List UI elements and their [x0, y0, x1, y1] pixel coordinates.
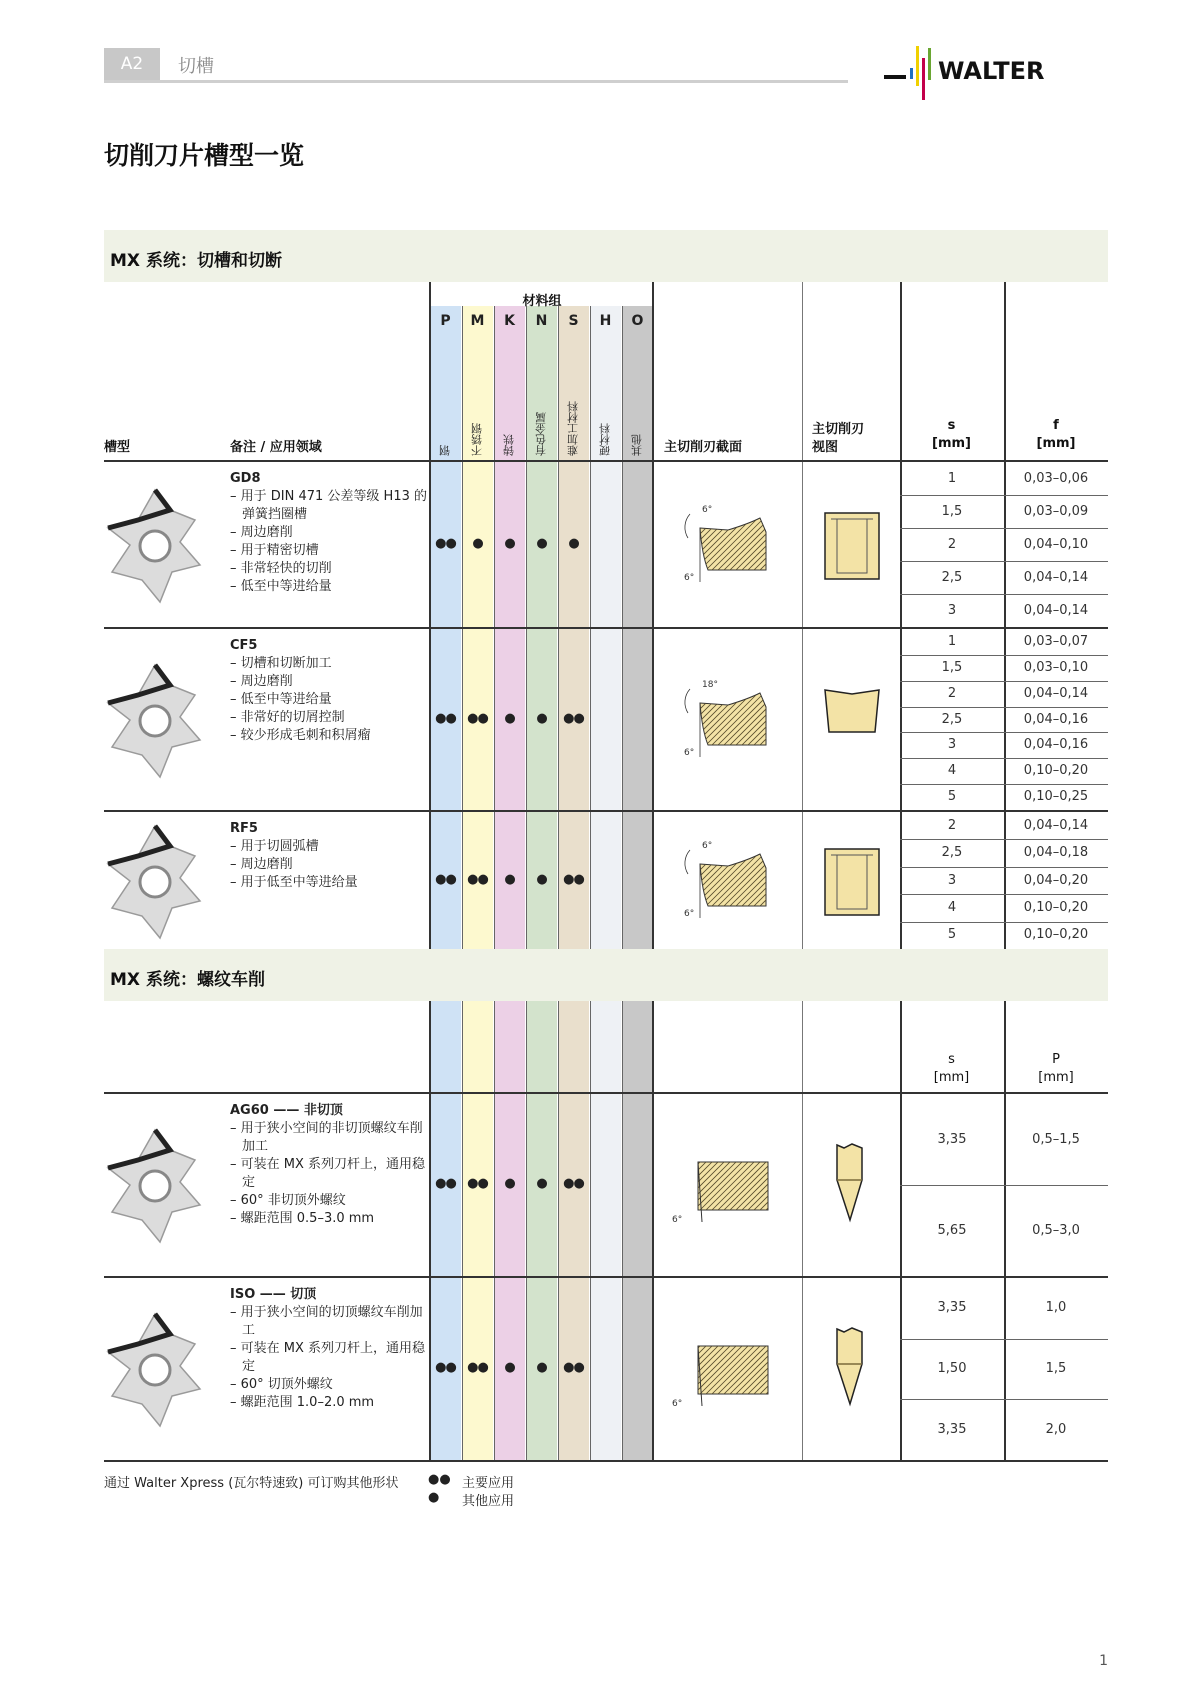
cell-s: 2,5 [941, 845, 963, 861]
cell-f: 0,03–0,06 [1023, 470, 1089, 486]
note-item: – 螺距范围 1.0–2.0 mm [230, 1395, 375, 1410]
cell-s: 3 [947, 872, 957, 888]
application-dots: ●● [563, 1176, 584, 1191]
cell-f: 0,04–0,14 [1023, 569, 1089, 585]
geometry-code: CF5 [230, 638, 258, 653]
cell-s: 2,5 [941, 569, 963, 585]
cutting-edge-view-icon [817, 841, 887, 921]
cell-s: 4 [947, 899, 957, 915]
cutting-edge-view-icon [822, 1140, 882, 1230]
cell-s: 2 [947, 817, 957, 833]
material-column-p [430, 1001, 461, 1461]
cutting-edge-view [817, 505, 887, 589]
cell-f: 0,04–0,20 [1023, 872, 1089, 888]
insert-image [100, 1120, 210, 1254]
cell-pitch: 2,0 [1045, 1421, 1067, 1437]
svg-text:6°: 6° [672, 1215, 683, 1225]
header-section-view: 主切削刃截面 [664, 440, 743, 455]
application-dots: ● [536, 535, 547, 551]
application-dots: ●● [467, 1176, 488, 1191]
svg-text:6°: 6° [672, 1399, 683, 1409]
cell-f: 0,04–0,16 [1023, 711, 1089, 727]
cell-f: 0,03–0,07 [1023, 633, 1089, 649]
cutting-edge-section [668, 1140, 778, 1234]
cell-s: 3,35 [937, 1300, 967, 1316]
header-edge-view-1: 主切削刃 [812, 422, 865, 437]
cell-f: 0,10–0,20 [1023, 899, 1089, 915]
section-title-grooving: MX 系统：切槽和切断 [110, 251, 282, 271]
cutting-edge-section-icon [668, 1140, 778, 1230]
application-dots: ● [536, 1360, 547, 1375]
svg-text:6°: 6° [684, 908, 695, 919]
material-letter-s: S [568, 313, 579, 329]
cell-s: 2 [947, 536, 957, 552]
cell-f: 0,03–0,09 [1023, 503, 1089, 519]
cutting-edge-section [668, 675, 778, 769]
section-band-grooving [104, 230, 1108, 282]
application-dots: ● [504, 535, 515, 551]
note-item: – 切槽和切断加工 [230, 656, 332, 671]
header-s-thread-unit: [mm] [933, 1070, 970, 1085]
svg-text:6°: 6° [684, 747, 695, 758]
section-tag: A2 [104, 48, 160, 80]
cutting-edge-section [668, 1324, 778, 1418]
note-item: – 用于 DIN 471 公差等级 H13 的弹簧挡圈槽 [230, 489, 427, 522]
application-dots: ●● [563, 1360, 584, 1375]
cell-pitch: 1,5 [1045, 1361, 1067, 1376]
application-dots: ●● [563, 871, 584, 887]
walter-logo-icon [880, 44, 1110, 104]
material-group-label: 材料组 [522, 294, 562, 309]
legend-symbol-secondary: ● [428, 1490, 440, 1505]
cutting-edge-view-icon [817, 680, 887, 740]
application-dots: ● [504, 1176, 515, 1191]
legend-label-primary: 主要应用 [462, 1476, 515, 1491]
page-number: 1 [1099, 1653, 1108, 1669]
svg-text:6°: 6° [684, 572, 695, 583]
svg-text:6°: 6° [702, 504, 713, 515]
svg-text:6°: 6° [702, 840, 713, 851]
cell-f: 0,04–0,14 [1023, 602, 1089, 618]
note-item: – 可装在 MX 系列刀杆上，通用稳定 [230, 1157, 426, 1190]
note-item: – 可装在 MX 系列刀杆上，通用稳定 [230, 1341, 426, 1374]
material-column-s [558, 1001, 589, 1461]
legend-symbol-primary: ●● [428, 1472, 451, 1487]
material-letter-n: N [535, 313, 548, 329]
insert-image [100, 1304, 210, 1438]
cell-s: 5 [947, 789, 957, 805]
cell-s: 5,65 [937, 1222, 967, 1238]
note-item: – 螺距范围 0.5–3.0 mm [230, 1211, 375, 1226]
note-item: – 用于狭小空间的切顶螺纹车削加工 [230, 1305, 423, 1338]
cell-s: 1 [947, 633, 957, 649]
note-item: – 低至中等进给量 [230, 579, 332, 594]
material-name-o: 其他 [630, 434, 644, 456]
cell-s: 2 [947, 685, 957, 701]
cutting-edge-section-icon [668, 500, 778, 590]
cutting-edge-view-icon [822, 1324, 882, 1414]
insert-image-icon [100, 1304, 210, 1434]
cell-s: 1,5 [941, 503, 963, 519]
material-letter-h: H [599, 313, 612, 329]
note-item: – 非常好的切屑控制 [230, 710, 345, 725]
application-dots: ●● [435, 1176, 456, 1191]
cell-f: 0,04–0,18 [1023, 845, 1089, 861]
page-title: 切削刀片槽型一览 [104, 141, 305, 170]
cell-s: 2,5 [941, 711, 963, 727]
note-item: – 低至中等进给量 [230, 692, 332, 707]
section-title-threading: MX 系统：螺纹车削 [110, 970, 265, 990]
application-dots: ●● [467, 871, 488, 887]
legend-label-secondary: 其他应用 [462, 1494, 515, 1509]
application-dots: ● [504, 710, 515, 726]
cell-pitch: 0,5–3,0 [1032, 1222, 1080, 1238]
cell-s: 4 [947, 763, 957, 779]
note-item: – 60° 切顶外螺纹 [230, 1377, 333, 1392]
material-column-k [494, 1001, 525, 1461]
header-pitch-unit: [mm] [1038, 1070, 1074, 1085]
cell-s: 3,35 [937, 1131, 967, 1147]
svg-text:18°: 18° [702, 679, 718, 690]
note-item: – 周边磨削 [230, 857, 293, 872]
cutting-edge-section-icon [668, 1324, 778, 1414]
material-column-n [526, 1001, 557, 1461]
header-edge-view-2: 视图 [812, 440, 839, 455]
insert-image [100, 480, 210, 614]
geometry-code: GD8 [230, 471, 261, 486]
material-name-m: 不锈钢 [470, 423, 484, 456]
material-column-h [590, 1001, 621, 1461]
application-dots: ●● [467, 710, 488, 726]
application-dots: ● [472, 535, 483, 551]
insert-image [100, 816, 210, 950]
material-name-h: 硬材料 [598, 423, 612, 456]
cell-s: 1 [947, 470, 957, 486]
material-name-s: 难加工材料 [566, 401, 580, 456]
material-column-o [622, 1001, 653, 1461]
material-letter-o: O [631, 313, 644, 329]
material-letter-m: M [470, 313, 485, 329]
application-dots: ● [536, 1176, 547, 1191]
cell-f: 0,04–0,14 [1023, 817, 1089, 833]
application-dots: ●● [435, 710, 456, 726]
cell-f: 0,10–0,20 [1023, 763, 1089, 779]
header-divider [104, 80, 848, 83]
geometry-code: AG60 —— 非切顶 [230, 1103, 343, 1118]
note-item: – 周边磨削 [230, 674, 293, 689]
header-geometry: 槽型 [104, 440, 131, 455]
footer-note: 通过 Walter Xpress (瓦尔特速致) 可订购其他形状 [104, 1476, 399, 1491]
application-dots: ● [504, 871, 515, 887]
note-item: – 非常轻快的切削 [230, 561, 332, 576]
application-dots: ● [504, 1360, 515, 1375]
cell-s: 3,35 [937, 1421, 967, 1437]
geometry-code: ISO —— 切顶 [230, 1287, 317, 1302]
note-item: – 周边磨削 [230, 525, 293, 540]
section-title: 切槽 [178, 56, 214, 77]
header-s: s [947, 418, 956, 433]
cutting-edge-view-icon [817, 505, 887, 585]
header-s-thread: s [948, 1052, 955, 1067]
note-item: – 60° 非切顶外螺纹 [230, 1193, 346, 1208]
application-dots: ●● [435, 535, 456, 551]
application-dots: ●● [563, 710, 584, 726]
insert-image-icon [100, 816, 210, 946]
section-band-threading [104, 949, 1108, 1001]
cell-s: 5 [947, 927, 957, 943]
cutting-edge-view [822, 1140, 882, 1234]
material-column-m [462, 1001, 493, 1461]
header-notes: 备注 / 应用领域 [230, 440, 322, 455]
cutting-edge-section-icon [668, 836, 778, 926]
cell-f: 0,03–0,10 [1023, 659, 1089, 675]
insert-image-icon [100, 655, 210, 785]
cutting-edge-view [822, 1324, 882, 1418]
header-s-unit: [mm] [932, 436, 971, 451]
cutting-edge-section-icon [668, 675, 778, 765]
material-letter-p: P [440, 313, 451, 329]
cell-s: 1,5 [941, 659, 963, 675]
note-item: – 用于精密切槽 [230, 543, 319, 558]
cutting-edge-view [817, 841, 887, 925]
cell-f: 0,04–0,16 [1023, 737, 1089, 753]
insert-image-icon [100, 480, 210, 610]
cell-f: 0,04–0,10 [1023, 536, 1089, 552]
cutting-edge-section [668, 836, 778, 930]
material-name-p: 钢 [438, 445, 452, 456]
svg-text:WALTER: WALTER [938, 57, 1045, 85]
cell-f: 0,10–0,25 [1023, 789, 1089, 805]
note-item: – 用于狭小空间的非切顶螺纹车削加工 [230, 1121, 423, 1154]
cell-pitch: 1,0 [1045, 1300, 1067, 1316]
application-dots: ● [568, 535, 579, 551]
material-name-n: 有色金属 [534, 412, 548, 456]
cutting-edge-section [668, 500, 778, 594]
cell-s: 3 [947, 737, 957, 753]
note-item: – 较少形成毛刺和积屑瘤 [230, 728, 371, 743]
application-dots: ●● [435, 871, 456, 887]
header-pitch: P [1052, 1052, 1060, 1067]
walter-logo [880, 44, 1110, 104]
application-dots: ● [536, 710, 547, 726]
insert-image [100, 655, 210, 789]
cutting-edge-view [817, 680, 887, 744]
cell-f: 0,10–0,20 [1023, 927, 1089, 943]
application-dots: ● [536, 871, 547, 887]
header-f: f [1053, 418, 1059, 433]
insert-image-icon [100, 1120, 210, 1250]
note-item: – 用于切圆弧槽 [230, 839, 319, 854]
cell-s: 3 [947, 602, 957, 618]
header-f-unit: [mm] [1036, 436, 1076, 451]
material-letter-k: K [504, 313, 515, 329]
material-name-k: 铸铁 [502, 434, 516, 456]
application-dots: ●● [435, 1360, 456, 1375]
cell-pitch: 0,5–1,5 [1032, 1131, 1080, 1147]
cell-s: 1,50 [937, 1361, 967, 1376]
note-item: – 用于低至中等进给量 [230, 875, 358, 890]
application-dots: ●● [467, 1360, 488, 1375]
geometry-code: RF5 [230, 821, 258, 836]
cell-f: 0,04–0,14 [1023, 685, 1089, 701]
